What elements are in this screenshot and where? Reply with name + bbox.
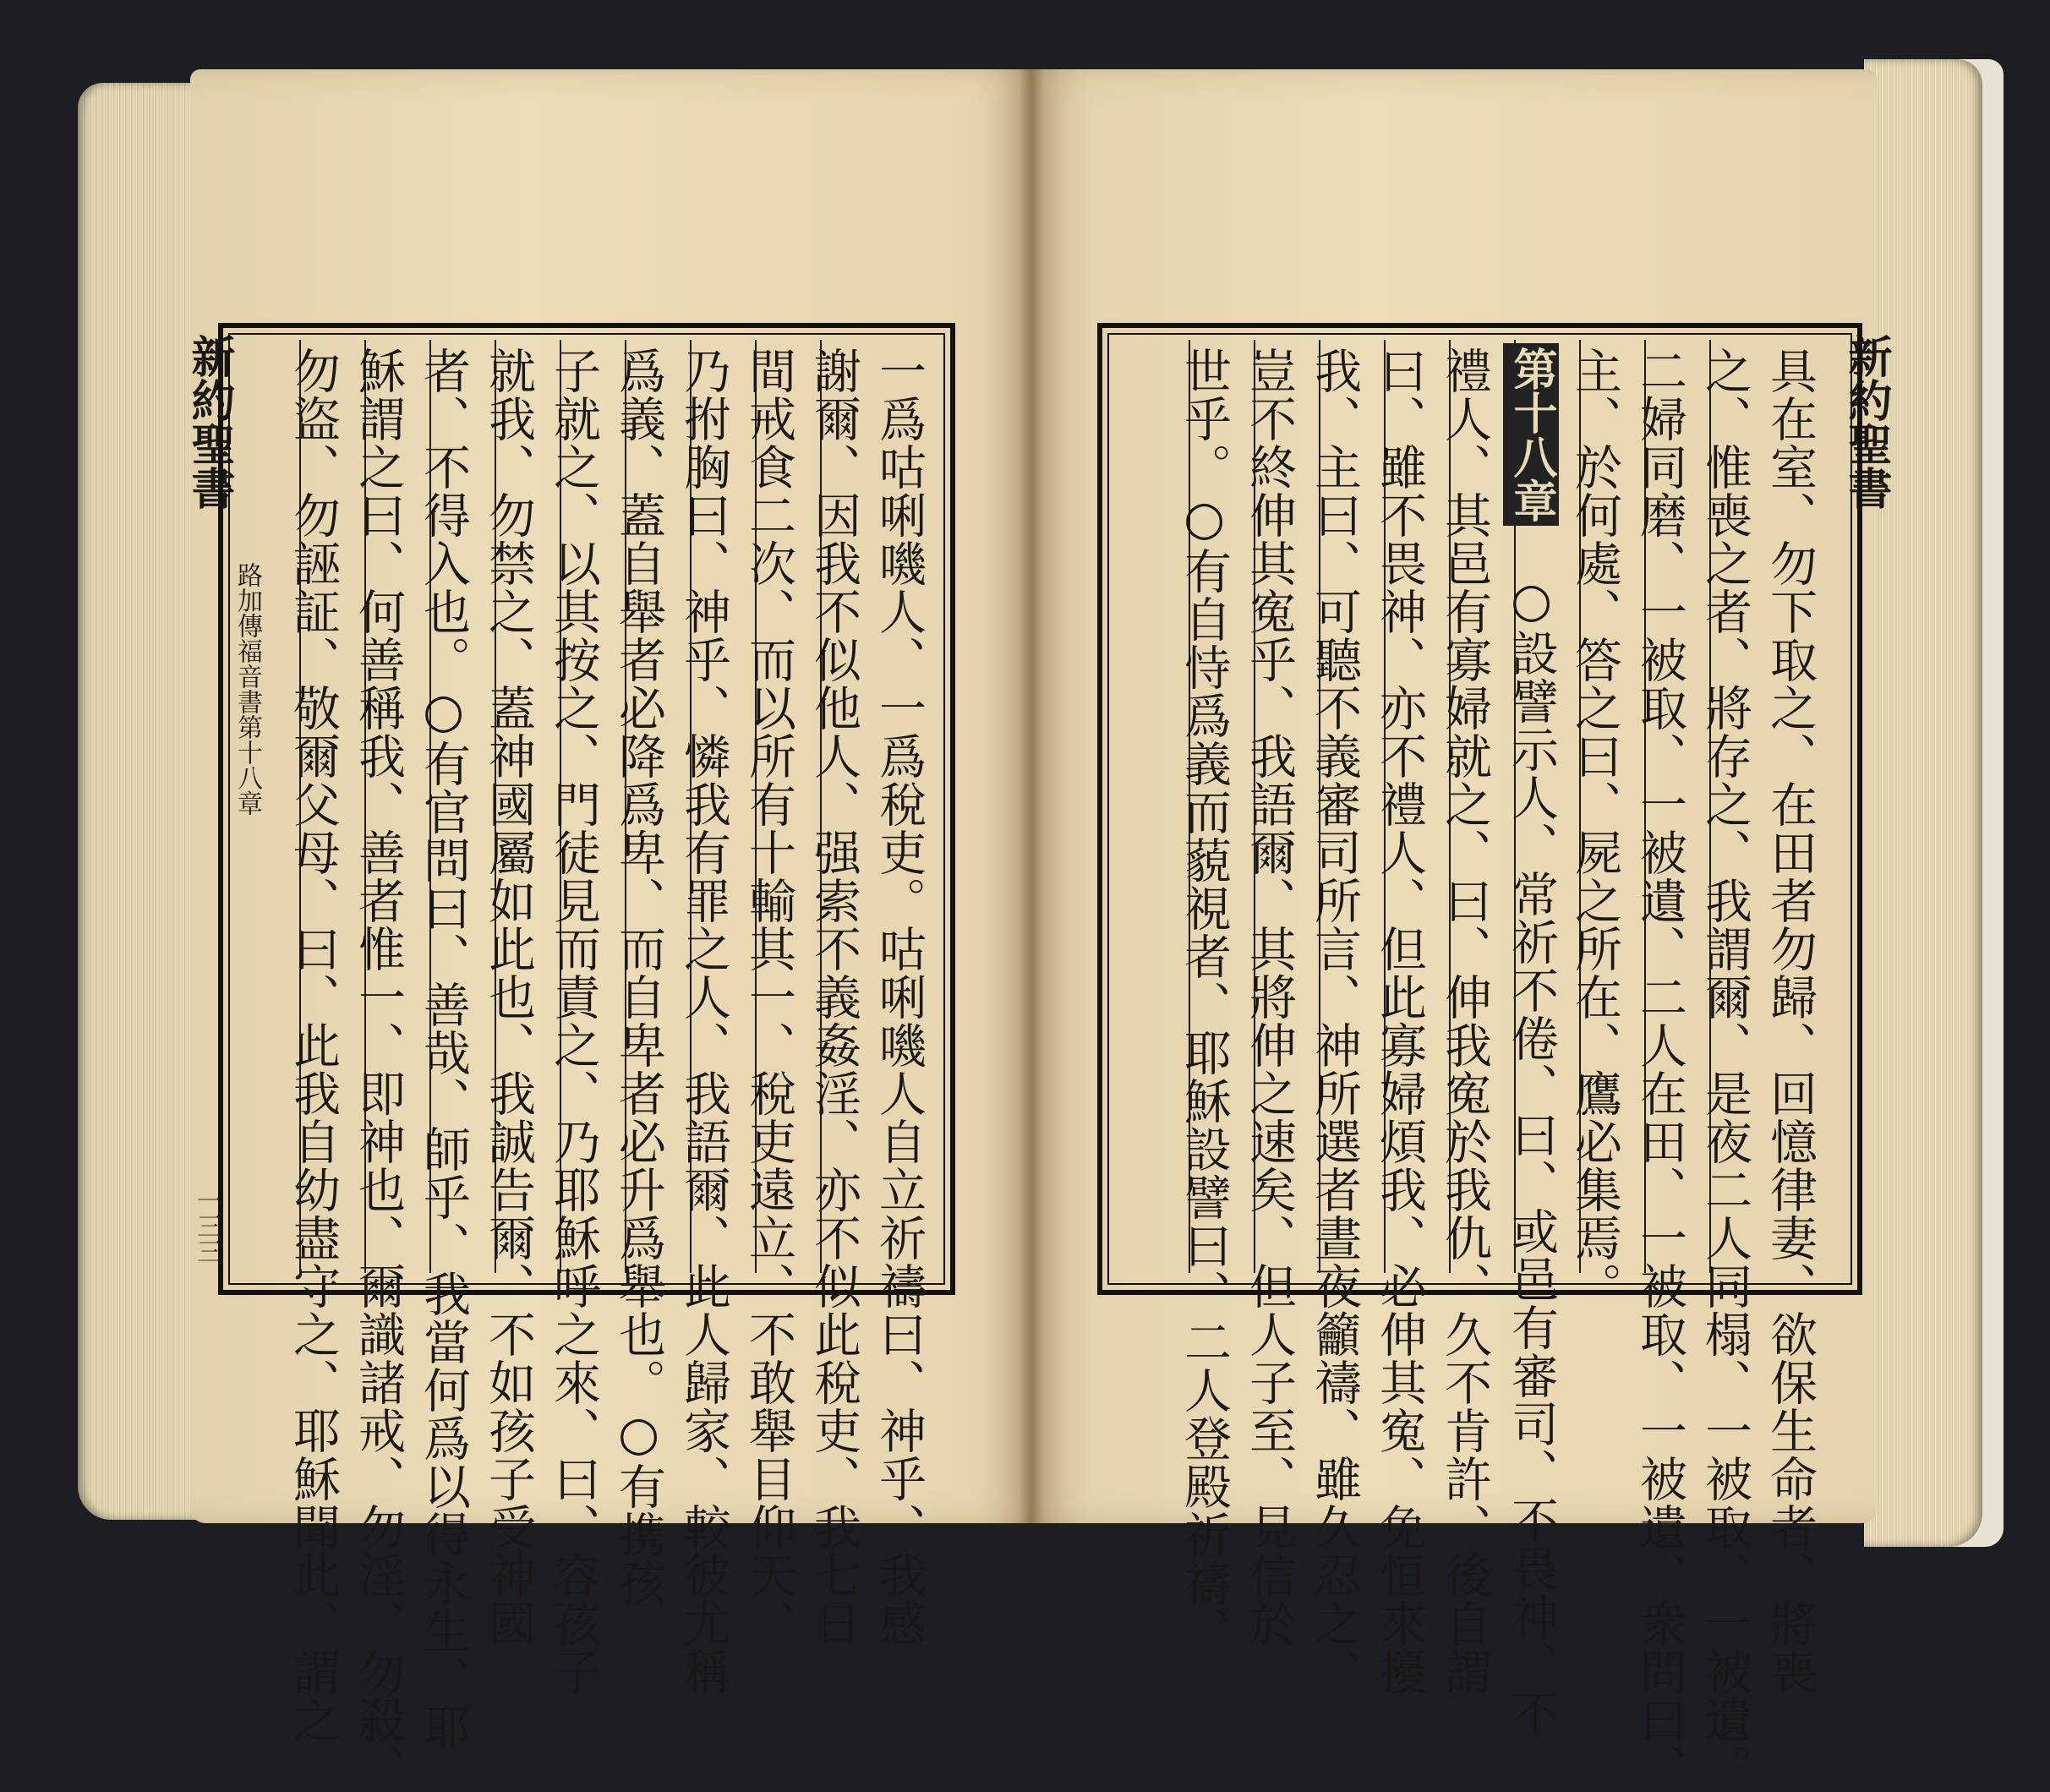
text-column: 主、於何處、答之曰、屍之所在、鷹必集焉。: [1567, 347, 1622, 1310]
text-column: 一爲咕唎嘰人、一爲稅吏。咕唎嘰人自立祈禱曰、神乎、我感: [872, 347, 927, 1647]
left-page-edges: [78, 83, 205, 1520]
text-column: 者、不得入也。○有官問曰、善哉、師乎、我當何爲以得永生、耶: [416, 347, 471, 1751]
text-column: 二婦同磨、一被取、一被遺、二人在田、一被取、一被遺、衆問曰、: [1632, 347, 1687, 1792]
book-gutter: [1019, 69, 1044, 1523]
text-column: 曰、雖不畏神、亦不禮人、但此寡婦煩我、必伸其寃、免恒來擾: [1372, 347, 1427, 1696]
left-page-number: 一三三: [192, 1188, 221, 1264]
left-running-head: 新約聖書: [183, 334, 235, 510]
text-column: 乃拊胸曰、神乎、憐我有罪之人、我語爾、此人歸家、較彼尤稱: [676, 347, 731, 1696]
chapter-heading: 第十八章: [1503, 343, 1559, 526]
right-text-frame: [1097, 323, 1862, 1792]
text-column: ○設譬示人、常祈不倦、曰、或邑有審司、不畏神、不: [1504, 573, 1559, 1737]
text-column: 謝爾、因我不似他人、强索不義姦淫、亦不似此稅吏、我七日: [806, 347, 861, 1647]
left-text-frame: [218, 323, 955, 1792]
right-page-edges: [1864, 59, 1982, 1547]
text-column: 穌謂之曰、何善稱我、善者惟一、即神也、爾識諸戒、勿淫、勿殺、: [351, 347, 406, 1792]
text-column: 豈不終伸其寃乎、我語爾、其將伸之速矣、但人子至、見信於: [1242, 347, 1297, 1647]
text-column: 勿盜、勿誣証、敬爾父母、曰、此我自幼盡守之、耶穌聞此、謂之: [286, 347, 341, 1744]
text-column: 間戒食二次、而以所有十輸其一、稅吏遠立、不敢舉目仰天、: [741, 347, 796, 1647]
text-column: 禮人、其邑有寡婦就之、曰、伸我寃於我仇、久不肯許、後自謂: [1437, 347, 1492, 1696]
text-column: 具在室、勿下取之、在田者勿歸、回憶律妻、欲保生命者、將喪: [1763, 347, 1818, 1696]
text-column: 爲義、蓋自舉者必降爲卑、而自卑者必升爲舉也。○有携孩: [611, 347, 666, 1607]
text-column: 就我、勿禁之、蓋神國屬如此也、我誠告爾、不如孩子受神國: [481, 347, 536, 1647]
text-column: 我、主曰、可聽不義審司所言、神所選者晝夜籲禱、雖久忍之、: [1307, 347, 1362, 1696]
text-column: 之、惟喪之者、將存之、我謂爾、是夜二人同榻、一被取、一被遺。: [1697, 347, 1752, 1792]
right-running-head: 新約聖書: [1840, 334, 1892, 510]
text-column: 世乎。○有自恃爲義而藐視者、耶穌設譬曰、二人登殿祈禱、: [1177, 347, 1232, 1655]
left-chapter-marker: 路加傳福音書第十八章: [232, 562, 262, 816]
text-column: 子就之、以其按之、門徒見而責之、乃耶穌呼之來、曰、容孩子: [546, 347, 601, 1696]
